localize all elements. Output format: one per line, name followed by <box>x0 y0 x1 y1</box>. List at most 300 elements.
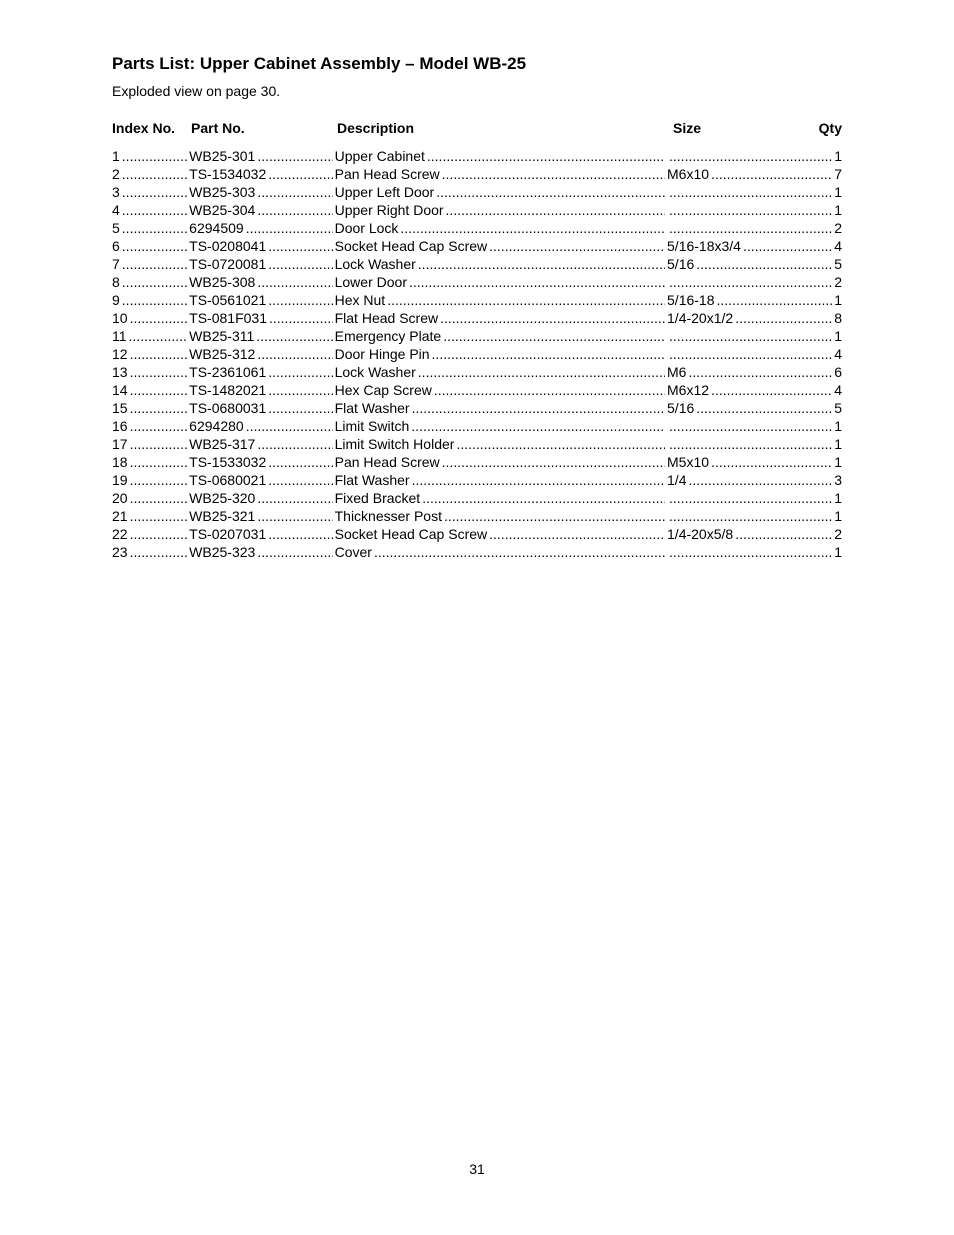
cell-part-no-text: 6294509 <box>189 220 244 236</box>
dot-leader <box>130 345 188 363</box>
dot-leader <box>669 543 832 561</box>
cell-part-no <box>189 291 334 309</box>
table-row <box>112 237 842 255</box>
cell-part-no <box>189 183 334 201</box>
cell-part-no <box>189 309 334 327</box>
cell-size <box>667 399 834 417</box>
cell-index-no-text: 5 <box>112 220 120 236</box>
cell-description <box>335 381 667 399</box>
dot-leader <box>669 273 832 291</box>
cell-index-no-text: 10 <box>112 310 128 326</box>
cell-size <box>667 363 834 381</box>
cell-part-no <box>189 453 334 471</box>
dot-leader <box>257 273 332 291</box>
cell-qty: 1 <box>834 436 842 452</box>
cell-size <box>667 147 834 165</box>
dot-leader <box>489 525 665 543</box>
cell-index-no-text: 18 <box>112 454 128 470</box>
cell-part-no-text: WB25-308 <box>189 274 256 290</box>
cell-description-text: Lower Door <box>334 274 407 290</box>
dot-leader <box>268 363 332 381</box>
cell-index-no-text: 13 <box>112 364 128 380</box>
cell-qty: 1 <box>834 202 842 218</box>
cell-description-text: Door Lock <box>334 220 399 236</box>
cell-size <box>667 471 834 489</box>
dot-leader <box>436 183 665 201</box>
cell-description-text: Flat Washer <box>334 400 410 416</box>
dot-leader <box>122 183 187 201</box>
cell-size-text: M5x10 <box>667 454 710 470</box>
cell-qty: 1 <box>834 148 842 164</box>
dot-leader <box>735 309 832 327</box>
cell-description-text: Flat Head Screw <box>334 310 439 326</box>
cell-description-text: Pan Head Screw <box>334 166 440 182</box>
cell-size-text: M6 <box>667 364 687 380</box>
cell-index-no <box>112 255 189 273</box>
cell-size <box>667 417 834 435</box>
cell-size <box>667 255 834 273</box>
dot-leader <box>711 453 832 471</box>
cell-size <box>667 381 834 399</box>
table-row <box>112 183 842 201</box>
cell-size <box>667 525 834 543</box>
dot-leader <box>688 471 832 489</box>
table-row <box>112 489 842 507</box>
dot-leader <box>268 255 332 273</box>
cell-part-no-text: TS-1533032 <box>189 454 267 470</box>
cell-part-no <box>189 165 334 183</box>
cell-part-no-text: TS-0680031 <box>189 400 267 416</box>
dot-leader <box>122 201 187 219</box>
cell-index-no <box>112 273 189 291</box>
cell-part-no-text: WB25-303 <box>189 184 256 200</box>
cell-qty: 3 <box>834 472 842 488</box>
cell-index-no-text: 15 <box>112 400 128 416</box>
dot-leader <box>130 417 188 435</box>
cell-description <box>335 453 667 471</box>
dot-leader <box>735 525 832 543</box>
table-header <box>112 119 842 137</box>
dot-leader <box>122 147 187 165</box>
cell-qty: 4 <box>834 238 842 254</box>
cell-index-no <box>112 165 189 183</box>
cell-size-text: 5/16-18x3/4 <box>667 238 741 254</box>
header-size: Size <box>673 120 702 136</box>
dot-leader <box>418 255 665 273</box>
table-row <box>112 471 842 489</box>
cell-qty: 2 <box>834 526 842 542</box>
dot-leader <box>422 489 665 507</box>
cell-description <box>335 345 667 363</box>
dot-leader <box>743 237 832 255</box>
dot-leader <box>122 291 187 309</box>
dot-leader <box>246 219 333 237</box>
cell-description <box>335 201 667 219</box>
dot-leader <box>387 291 665 309</box>
cell-part-no-text: WB25-304 <box>189 202 256 218</box>
cell-size-text: 1/4-20x5/8 <box>667 526 734 542</box>
dot-leader <box>374 543 665 561</box>
dot-leader <box>669 489 832 507</box>
table-row <box>112 165 842 183</box>
cell-index-no-text: 16 <box>112 418 128 434</box>
dot-leader <box>130 363 188 381</box>
cell-size <box>667 201 834 219</box>
table-row <box>112 291 842 309</box>
cell-index-no-text: 22 <box>112 526 128 542</box>
cell-index-no <box>112 219 189 237</box>
dot-leader <box>268 381 332 399</box>
cell-description <box>335 327 667 345</box>
cell-part-no <box>189 435 334 453</box>
dot-leader <box>122 165 187 183</box>
cell-index-no-text: 2 <box>112 166 120 182</box>
cell-description <box>335 291 667 309</box>
cell-description <box>335 147 667 165</box>
cell-qty: 1 <box>834 508 842 524</box>
dot-leader <box>412 471 665 489</box>
cell-description <box>335 363 667 381</box>
cell-part-no-text: WB25-321 <box>189 508 256 524</box>
cell-part-no-text: TS-0561021 <box>189 292 267 308</box>
dot-leader <box>130 507 188 525</box>
dot-leader <box>696 255 832 273</box>
cell-description-text: Lock Washer <box>334 256 416 272</box>
cell-description-text: Socket Head Cap Screw <box>334 526 488 542</box>
dot-leader <box>443 327 665 345</box>
cell-index-no <box>112 183 189 201</box>
cell-index-no-text: 21 <box>112 508 128 524</box>
dot-leader <box>257 489 332 507</box>
cell-qty: 7 <box>834 166 842 182</box>
cell-size <box>667 453 834 471</box>
dot-leader <box>122 237 187 255</box>
cell-description-text: Hex Nut <box>334 292 386 308</box>
dot-leader <box>130 471 188 489</box>
dot-leader <box>489 237 665 255</box>
cell-description <box>335 183 667 201</box>
dot-leader <box>246 417 333 435</box>
cell-part-no <box>189 543 334 561</box>
cell-index-no <box>112 327 189 345</box>
cell-part-no-text: WB25-317 <box>189 436 256 452</box>
cell-index-no-text: 17 <box>112 436 128 452</box>
table-row <box>112 327 842 345</box>
dot-leader <box>257 507 332 525</box>
cell-size <box>667 435 834 453</box>
cell-part-no-text: TS-2361061 <box>189 364 267 380</box>
table-row <box>112 201 842 219</box>
dot-leader <box>446 201 665 219</box>
table-row <box>112 363 842 381</box>
cell-size <box>667 489 834 507</box>
cell-part-no-text: TS-1534032 <box>189 166 267 182</box>
cell-size-text: M6x10 <box>667 166 710 182</box>
cell-description-text: Upper Right Door <box>334 202 444 218</box>
parts-list-page <box>112 52 842 561</box>
dot-leader <box>717 291 833 309</box>
dot-leader <box>268 165 332 183</box>
cell-index-no-text: 6 <box>112 238 120 254</box>
dot-leader <box>411 417 665 435</box>
cell-description <box>335 471 667 489</box>
dot-leader <box>268 399 332 417</box>
cell-part-no-text: 6294280 <box>189 418 244 434</box>
cell-description-text: Limit Switch <box>334 418 410 434</box>
header-description: Description <box>337 120 415 136</box>
cell-index-no <box>112 525 189 543</box>
table-row <box>112 381 842 399</box>
dot-leader <box>669 201 832 219</box>
cell-qty: 1 <box>834 490 842 506</box>
cell-part-no <box>189 381 334 399</box>
cell-index-no <box>112 345 189 363</box>
dot-leader <box>669 345 832 363</box>
cell-size-text: 5/16 <box>667 400 695 416</box>
cell-qty: 1 <box>834 292 842 308</box>
table-row <box>112 255 842 273</box>
dot-leader <box>268 291 332 309</box>
dot-leader <box>130 309 188 327</box>
cell-description-text: Fixed Bracket <box>334 490 421 506</box>
cell-part-no <box>189 471 334 489</box>
cell-index-no <box>112 309 189 327</box>
cell-size-text: M6x12 <box>667 382 710 398</box>
cell-size <box>667 273 834 291</box>
cell-index-no <box>112 147 189 165</box>
cell-qty: 6 <box>834 364 842 380</box>
cell-part-no <box>189 237 334 255</box>
dot-leader <box>400 219 665 237</box>
cell-description <box>335 543 667 561</box>
cell-size <box>667 165 834 183</box>
cell-index-no-text: 3 <box>112 184 120 200</box>
dot-leader <box>409 273 665 291</box>
dot-leader <box>444 507 665 525</box>
cell-index-no <box>112 399 189 417</box>
cell-size <box>667 291 834 309</box>
cell-index-no-text: 9 <box>112 292 120 308</box>
header-qty: Qty <box>818 120 842 136</box>
cell-description-text: Lock Washer <box>334 364 416 380</box>
cell-part-no <box>189 489 334 507</box>
table-row <box>112 435 842 453</box>
cell-index-no-text: 7 <box>112 256 120 272</box>
dot-leader <box>257 345 332 363</box>
cell-size <box>667 507 834 525</box>
cell-qty: 2 <box>834 220 842 236</box>
dot-leader <box>427 147 665 165</box>
cell-description <box>335 273 667 291</box>
cell-qty: 4 <box>834 346 842 362</box>
page-subtitle: Exploded view on page 30. <box>112 83 281 99</box>
cell-index-no <box>112 471 189 489</box>
cell-description-text: Upper Left Door <box>334 184 435 200</box>
dot-leader <box>711 381 832 399</box>
cell-qty: 1 <box>834 454 842 470</box>
cell-description <box>335 525 667 543</box>
dot-leader <box>456 435 665 453</box>
dot-leader <box>268 471 332 489</box>
cell-description-text: Limit Switch Holder <box>334 436 455 452</box>
cell-qty: 5 <box>834 256 842 272</box>
cell-part-no-text: TS-1482021 <box>189 382 267 398</box>
dot-leader <box>269 309 333 327</box>
cell-size-text: 1/4-20x1/2 <box>667 310 734 326</box>
dot-leader <box>130 489 188 507</box>
cell-index-no-text: 8 <box>112 274 120 290</box>
cell-size-text: 5/16 <box>667 256 695 272</box>
parts-table-body <box>112 147 842 561</box>
cell-part-no-text: WB25-323 <box>189 544 256 560</box>
cell-index-no-text: 14 <box>112 382 128 398</box>
cell-index-no <box>112 363 189 381</box>
dot-leader <box>257 543 332 561</box>
cell-part-no <box>189 363 334 381</box>
dot-leader <box>688 363 832 381</box>
table-row <box>112 309 842 327</box>
cell-part-no <box>189 219 334 237</box>
cell-part-no <box>189 147 334 165</box>
cell-description <box>335 255 667 273</box>
cell-index-no-text: 19 <box>112 472 128 488</box>
cell-part-no-text: TS-0207031 <box>189 526 267 542</box>
dot-leader <box>268 453 332 471</box>
cell-size <box>667 183 834 201</box>
dot-leader <box>130 525 188 543</box>
cell-description <box>335 237 667 255</box>
dot-leader <box>122 255 187 273</box>
cell-index-no-text: 1 <box>112 148 120 164</box>
page-number: 31 <box>469 1161 485 1177</box>
cell-qty: 8 <box>834 310 842 326</box>
dot-leader <box>257 183 332 201</box>
cell-part-no <box>189 417 334 435</box>
cell-description <box>335 165 667 183</box>
dot-leader <box>268 525 332 543</box>
table-row <box>112 219 842 237</box>
dot-leader <box>130 543 188 561</box>
cell-description-text: Thicknesser Post <box>334 508 442 524</box>
cell-part-no-text: WB25-312 <box>189 346 256 362</box>
cell-index-no <box>112 417 189 435</box>
cell-size-text: 1/4 <box>667 472 687 488</box>
cell-part-no <box>189 507 334 525</box>
dot-leader <box>257 147 332 165</box>
cell-description <box>335 435 667 453</box>
cell-index-no <box>112 507 189 525</box>
cell-size <box>667 345 834 363</box>
cell-index-no <box>112 435 189 453</box>
cell-description-text: Emergency Plate <box>334 328 442 344</box>
cell-index-no-text: 12 <box>112 346 128 362</box>
cell-qty: 2 <box>834 274 842 290</box>
cell-part-no-text: TS-0680021 <box>189 472 267 488</box>
dot-leader <box>130 435 188 453</box>
dot-leader <box>256 327 332 345</box>
cell-index-no <box>112 201 189 219</box>
dot-leader <box>669 219 832 237</box>
dot-leader <box>129 327 188 345</box>
cell-index-no-text: 11 <box>112 328 127 344</box>
dot-leader <box>432 345 665 363</box>
dot-leader <box>130 399 188 417</box>
dot-leader <box>257 435 332 453</box>
cell-size <box>667 219 834 237</box>
dot-leader <box>669 183 832 201</box>
cell-description-text: Door Hinge Pin <box>334 346 430 362</box>
cell-index-no <box>112 543 189 561</box>
table-row <box>112 525 842 543</box>
cell-qty: 1 <box>834 328 842 344</box>
cell-description <box>335 489 667 507</box>
table-row <box>112 147 842 165</box>
cell-description <box>335 309 667 327</box>
table-row <box>112 507 842 525</box>
table-row <box>112 273 842 291</box>
dot-leader <box>122 273 187 291</box>
cell-qty: 5 <box>834 400 842 416</box>
cell-size <box>667 309 834 327</box>
cell-part-no <box>189 201 334 219</box>
cell-part-no-text: TS-081F031 <box>189 310 267 326</box>
cell-description <box>335 417 667 435</box>
cell-qty: 1 <box>834 418 842 434</box>
dot-leader <box>711 165 832 183</box>
dot-leader <box>268 237 332 255</box>
cell-size <box>667 237 834 255</box>
dot-leader <box>669 507 832 525</box>
cell-index-no-text: 20 <box>112 490 128 506</box>
cell-index-no-text: 23 <box>112 544 128 560</box>
dot-leader <box>442 453 665 471</box>
cell-part-no <box>189 327 334 345</box>
cell-qty: 1 <box>834 544 842 560</box>
cell-index-no <box>112 237 189 255</box>
cell-part-no <box>189 273 334 291</box>
table-row <box>112 453 842 471</box>
header-part-no: Part No. <box>191 120 245 136</box>
cell-description-text: Flat Washer <box>334 472 410 488</box>
cell-part-no-text: WB25-320 <box>189 490 256 506</box>
dot-leader <box>130 453 188 471</box>
cell-part-no <box>189 399 334 417</box>
cell-qty: 1 <box>834 184 842 200</box>
cell-description <box>335 219 667 237</box>
cell-part-no-text: TS-0208041 <box>189 238 267 254</box>
cell-index-no <box>112 453 189 471</box>
cell-description-text: Socket Head Cap Screw <box>334 238 488 254</box>
cell-size-text: 5/16-18 <box>667 292 715 308</box>
cell-index-no <box>112 489 189 507</box>
cell-description-text: Cover <box>334 544 372 560</box>
dot-leader <box>669 435 832 453</box>
dot-leader <box>696 399 832 417</box>
dot-leader <box>442 165 665 183</box>
dot-leader <box>669 327 832 345</box>
cell-size <box>667 543 834 561</box>
cell-description <box>335 507 667 525</box>
page-title: Parts List: Upper Cabinet Assembly – Model WB-25 <box>112 54 527 73</box>
dot-leader <box>412 399 665 417</box>
table-row <box>112 417 842 435</box>
dot-leader <box>434 381 665 399</box>
cell-part-no-text: WB25-311 <box>189 328 255 344</box>
cell-part-no <box>189 255 334 273</box>
cell-index-no <box>112 381 189 399</box>
cell-part-no-text: TS-0720081 <box>189 256 267 272</box>
cell-part-no-text: WB25-301 <box>189 148 256 164</box>
